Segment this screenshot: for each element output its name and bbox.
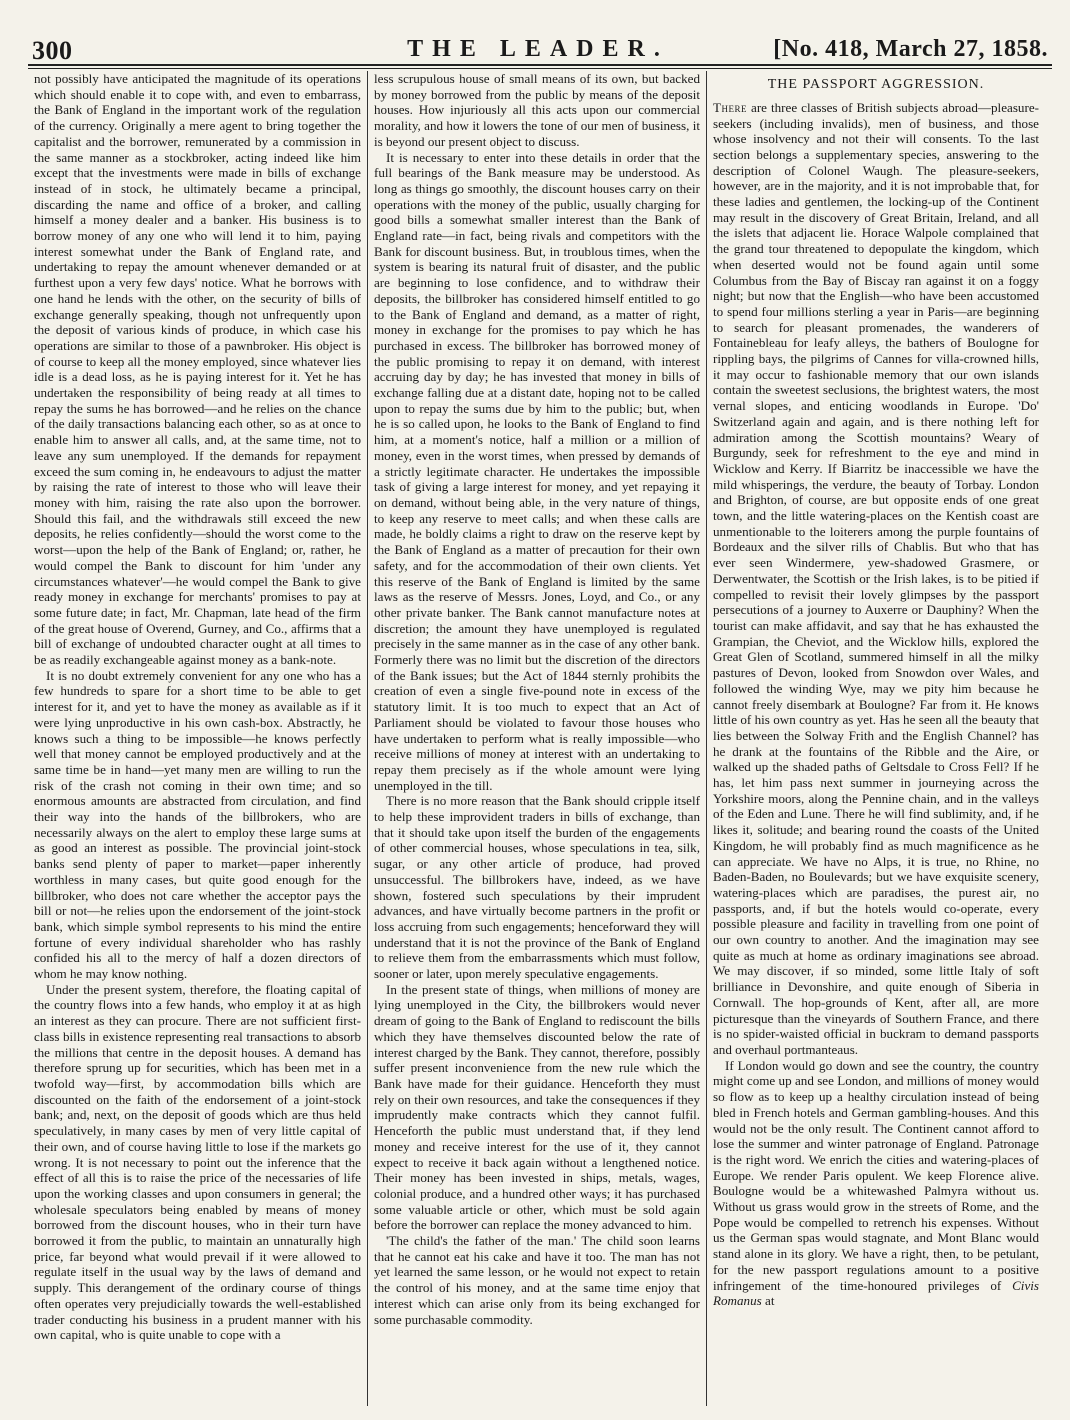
- page-header: [18, 30, 1058, 64]
- text-columns: [28, 71, 1052, 1406]
- lead-word: There: [713, 99, 747, 115]
- issue-info: [No. 418, March 27, 1858.: [773, 36, 1048, 62]
- paragraph: It is no doubt extremely convenient for any one who has a few hundreds to spare for a short time to be able to get interest for it, and yet to have the money as available as if it were lying unproductive in his own cash-box. Abstractly, he knows such a thing to be impossible—he knows perfectly well that money cannot be employed productively and at the same time be in hand—yet many men are willing to run the risk of the crash not coming in their own time; and so enormous amounts are abstracted from circulation, and find their way into the hands of the billbrokers, who are necessarily always on the alert to employ these large sums at as good an interest as possible. The provincial joint-stock banks send plenty of paper to market—paper inherently worthless in many cases, but quite good enough for the billbroker, who does not care whether the acceptor pays the bill or not—he relies upon the endorsement of the joint-stock bank, which simple symbol represents to his mind the entire fortune of every individual shareholder who has rashly confided his all to the mercy of half a dozen directors of whom he may know nothing.: [34, 667, 361, 982]
- paragraph: less scrupulous house of small means of its own, but backed by money borrowed from the public by means of the deposit houses. How injuriously all this acts upon our commercial morality, and how it lowers the tone of our men of business, it is beyond our present object to discuss.: [374, 71, 700, 149]
- column-3: [706, 71, 1045, 1406]
- running-title: THE LEADER.: [407, 36, 669, 62]
- latin-phrase: Civis Romanus: [713, 1277, 1039, 1309]
- header-rule: [28, 64, 1052, 69]
- paragraph-text: at: [761, 1293, 775, 1309]
- paragraph: Under the present system, therefore, the floating capital of the country flows into a few hands, who employ it at as high an interest as they can procure. There are not sufficient first-class bills in existence representing real transactions to absorb the millions that centre in the deposit houses. A demand has therefore sprung up for securities, which has been met in a twofold way—first, by accommodation bills which are discounted on the faith of the endorsement of a joint-stock bank; and, next, on the deposit of goods which are thus held speculatively, in many cases by men of very little capital of their own, and of course having little to lose if the markets go wrong. It is not necessary to point out the inference that the effect of all this is to raise the price of the necessaries of life upon the working classes and upon consumers in general; the wholesale speculators being enabled by means of money borrowed from the discount houses, who in their turn have borrowed it from the public, to maintain an unnaturally high price, far beyond what would prevail if it were allowed to regulate itself in the usual way by the laws of demand and supply. This derangement of the ordinary course of things often operates very prejudicially towards the well-established trader conducting his business in a prudent manner with his own capital, who is quite unable to cope with a: [34, 981, 361, 1343]
- column-1: [28, 71, 367, 1406]
- paragraph-text: are three classes of British subjects abroad—pleasure-seekers (including invalids), men of business, and those whose insolvency and not their will consents. To the last section belongs a supplementary species, answering to the description of Colonel Waugh. The pleasure-seekers, however, are in the majority, and it is not improbable that, for these ladies and gentlemen, the locking-up of the Continent may result in the discovery of Great Britain, Ireland, and all the islets that adjacent lie. Horace Walpole complained that the grand tour threatened to depopulate the kingdom, which when deserted would not be found again until some Columbus from the Bay of Biscay ran against it on a foggy night; but now that the English—who have been accustomed to spend four millions sterling a year in Paris—are beginning to search for pleasant promenades, the wanderers of Fontainebleau for leafy alleys, the bathers of Boulogne for rippling bays, the pilgrims of Cannes for villa-crowned hills, it may occur to fashionable memory that our own islands contain the sweetest seclusions, the brightest waters, the most vernal slopes, and enticing woodlands in Europe. 'Do' Switzerland again and again, and is there nothing left for admiration among the Scottish mountains? Weary of Burgundy, seek for refreshment to the eye and mind in Wicklow and Kerry. If Biarritz be inaccessible we have the mild whisperings, the verdure, the beauty of Torbay. London and Brighton, of course, are but opposite ends of one great town, and the little watering-places on the Kentish coast are unmentionable to the loiterers among the purple fountains of Bordeaux and the silver rills of Chablis. But who that has ever seen Windermere, yew-shadowed Grasmere, or Derwentwater, the Scottish or the Irish lakes, is to be pitied if compelled to revisit their lovely glimpses by the passport persecutions of a journey to Auxerre or Dauphiny? When the tourist can make affidavit, and say that he has exhausted the Grampian, the Cheviot, and the Wicklow hills, explored the Great Glen of Scotland, summered himself in all the milky pastures of Devon, looked from Snowdon over Wales, and followed the winding Wye, may we pity him because he cannot freely disembark at Boulogne? Far from it. He knows little of his own country as yet. Has he seen all the beauty that lies between the Solway Frith and the English Channel? has he drank at the fountains of the Ribble and the Aire, or walked up the shaded paths of Geltsdale to Cross Fell? If he has, let him pass next summer in journeying across the Yorkshire moors, along the Pennine chain, and in the valleys of the Eden and Lune. There he will find sublimity, and, if he likes it, solitude; and bearing round the coasts of the United Kingdom, he will probably find as much magnificence as he can appreciate. We have no Alps, it is true, no Rhine, no Baden-Baden, no Boulevards; but we have exquisite scenery, watering-places which are paradises, the purest air, no passports, and, if but the hotels would co-operate, every possible pleasure and facility in travelling from one point of our own country to another. And the imagination may see quite as much at home as ordinary imaginations see abroad. We may discover, if so minded, some little Italy of soft brilliance in Devonshire, and quite enough of Siberia in Cornwall. The hop-grounds of Kent, after all, are more picturesque than the vineyards of Southern France, and there is no spider-waisted official in buckram to demand passports and overhaul portmanteaus.: [713, 99, 1039, 1057]
- paragraph: There is no more reason that the Bank should cripple itself to help these improvident traders in bills of exchange, than that it should take upon itself the burden of the engagements of other commercial houses, whose speculations in tea, silk, sugar, or any other article of produce, had proved unsuccessful. The billbrokers have, indeed, as we have shown, fostered such speculations by their imprudent advances, and have virtually become partners in the profit or loss accruing from such engagements; henceforward they will understand that it is not the province of the Bank of England to relieve them from the embarrassments which must follow, sooner or later, upon merely speculative engagements.: [374, 793, 700, 982]
- article-title: THE PASSPORT AGGRESSION.: [767, 77, 985, 92]
- column-2: [367, 71, 706, 1406]
- paragraph: not possibly have anticipated the magnitude of its operations which should enable it to cope with, and even to embarrass, the Bank of England in the important work of the regulation of the currency. Originally a mere agent to bring together the capitalist and the borrower, remunerated by a commission in the same manner as a stockbroker, acting indeed like him except that the investments were made in bills of exchange instead of in stock, he ultimately became a principal, discarding the name and office of a broker, and calling himself a money dealer and a banker. His business is to borrow money of any one who will lend it to him, paying interest somewhat under the Bank of England rate, and undertaking to repay the amount whenever demanded or at furthest upon a very few days' notice. What he borrows with one hand he lends with the other, on the security of bills of exchange generally speaking, though not unfrequently upon the deposit of various kinds of produce, in which case his operations are similar to those of a pawnbroker. His object is of course to keep all the money employed, since whatever lies idle is a dead loss, as he is paying interest for it. Yet he has undertaken the responsibility of being ready at all times to repay the sums he has borrowed—and he relies on the chance of the daily transactions balancing each other, so as at once to enable him to answer all calls, and, at the same time, not to leave any sum unemployed. If the demands for repayment exceed the sum coming in, he endeavours to adjust the matter by raising the rate of interest to those who will leave their money with him, raising the rate also upon the borrower. Should this fail, and the withdrawals still exceed the new deposits, he relies confidently—should the worst come to the worst—upon the help of the Bank of England; or, rather, he would compel the Bank to discount for him 'under any circumstances whatever'—he would compel the Bank to give ready money in exchange for merchants' promises to pay at some future date; in fact, Mr. Chapman, late head of the firm of the great house of Overend, Gurney, and Co., affirms that a bill of exchange of undoubted character ought at all times to be as readily exchangeable against money as a bank-note.: [34, 71, 361, 668]
- paragraph: [713, 1058, 1039, 1309]
- paragraph: 'The child's the father of the man.' The child soon learns that he cannot eat his cake and have it too. The man has not yet learned the same lesson, or he would not expect to retain the control of his money, and at the same time enjoy that interest which can arise only from its being exchanged for some purchasable commodity.: [374, 1233, 700, 1327]
- paragraph: It is necessary to enter into these details in order that the full bearings of the Bank measure may be understood. As long as things go smoothly, the discount houses carry on their operations with the money of the public, usually charging for good bills a somewhat smaller interest than the Bank of England rate—in fact, being rivals and competitors with the Bank for discount business. But, in troublous times, when the system is bearing its natural fruit of disaster, and the public are beginning to lose confidence, and to withdraw their deposits, the billbroker has considered himself entitled to go to the Bank of England and demand, as a matter of right, money in exchange for the promises to pay which he has purchased in excess. The billbroker has borrowed money of the public promising to repay it on demand, with interest accruing day by day; he has invested that money in bills of exchange falling due at a distant date, hoping not to be called upon to repay the sums due by him to the public; but, when he is so called upon, he looks to the Bank of England to find him, at a moment's notice, half a million or a million of money, even in the worst times, when pressed by demands of a strictly legitimate character. He undertakes the impossible task of giving a large interest for money, and yet repaying it on demand, without being able, in the very nature of things, to keep any reserve to meet calls; and when these calls are made, he boldly claims a right to draw on the reserve kept by the Bank of England as a matter of precaution for their own safety, and for the accommodation of their own clients. Yet this reserve of the Bank of England is limited by the same laws as the reserve of Messrs. Jones, Loyd, and Co., or any other private banker. The Bank cannot manufacture notes at discretion; the amount they have unemployed is regulated precisely in the same manner as in the case of any other bank. Formerly there was no limit but the discretion of the directors of the Bank issues; but the Act of 1844 sternly prohibits the creation of even a single five-pound note in excess of the statutory limit. It is too much to expect that an Act of Parliament should be violated to favour those houses who have undertaken to perform what is really impossible—who receive millions of money at interest with an undertaking to repay them precisely as if the whole amount were lying unemployed in the till.: [374, 149, 700, 793]
- paragraph: In the present state of things, when millions of money are lying unemployed in the City, the billbrokers would never dream of going to the Bank of England to rediscount the bills which they have themselves discounted below the rate of interest charged by the Bank. They cannot, therefore, possibly suffer present inconvenience from the new rule which the Bank have made for their guidance. Henceforth they must rely on their own resources, and take the consequences if they imprudently make contracts which they cannot fulfil. Henceforth the public must understand that, if they lend money and receive interest for the use of it, they cannot expect to receive it back again without a lengthened notice. Their money has been invested in ships, metals, wages, colonial produce, and a hundred other ways; it has purchased some valuable article or other, which must be sold again before the borrower can replace the money advanced to him.: [374, 981, 700, 1233]
- paragraph: [713, 100, 1039, 1058]
- page-number: 300: [32, 36, 73, 65]
- paragraph-text: If London would go down and see the country, the country might come up and see London, and millions of money would so flow as to keep up a healthy circulation instead of being bled in French hotels and German gambling-houses. And this would not be the only result. The Continent cannot afford to lose the summer and winter patronage of England. Patronage is the right word. We enrich the cities and watering-places of Europe. We render Paris opulent. We keep Florence alive. Boulogne would be a whitewashed Palmyra without us. Without us grass would grow in the streets of Rome, and the Pope would be compelled to retrench his expenses. Without us the German spas would stagnate, and Mont Blanc would stand alone in its glory. We have a right, then, to be petulant, for the new passport regulations amount to a positive infringement of the time-honoured privileges of: [713, 1057, 1039, 1293]
